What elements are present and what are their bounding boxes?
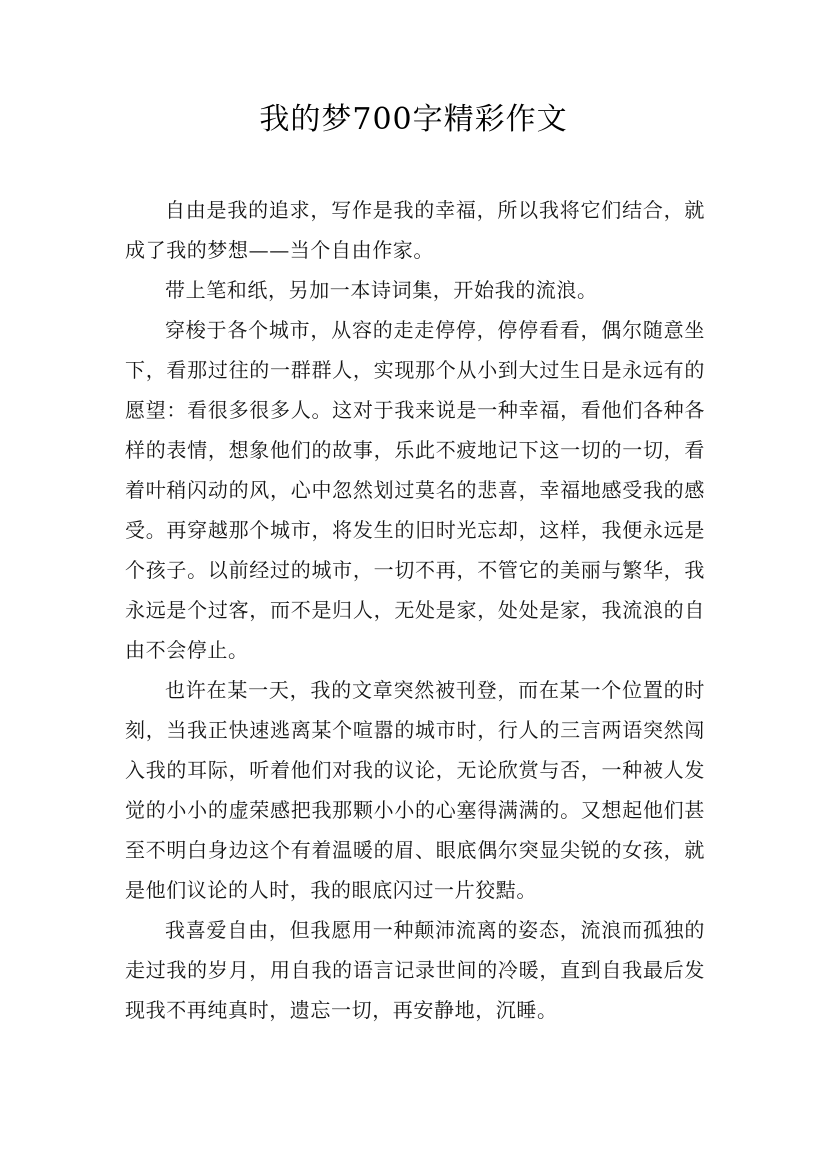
paragraph-5: 我喜爱自由，但我愿用一种颠沛流离的姿态，流浪而孤独的走过我的岁月，用自我的语言记录世间的冷暖，直到自我最后发现我不再纯真时，遗忘一切，再安静地，沉睡。 [125, 918, 705, 1022]
paragraph-2: 带上笔和纸，另加一本诗词集，开始我的流浪。 [165, 278, 598, 302]
paragraph-4: 也许在某一天，我的文章突然被刊登，而在某一个位置的时刻，当我正快速逃离某个喧嚣的城市时，行人的三言两语突然闯入我的耳际，听着他们对我的议论，无论欣赏与否，一种被人发觉的小小的虚荣感把我那颗小小的心塞得满满的。又想起他们甚至不明白身边这个有着温暖的眉、眼底偶尔突显尖锐的女孩，就是他们议论的人时，我的眼底闪过一片狡黠。 [125, 678, 705, 902]
paragraph-1: 自由是我的追求，写作是我的幸福，所以我将它们结合，就成了我的梦想——当个自由作家。 [125, 198, 705, 262]
document-body [125, 190, 705, 1030]
document-title: 我的梦700字精彩作文 [259, 102, 568, 137]
paragraph-3: 穿梭于各个城市，从容的走走停停，停停看看，偶尔随意坐下，看那过往的一群群人，实现那个从小到大过生日是永远有的愿望：看很多很多人。这对于我来说是一种幸福，看他们各种各样的表情，想象他们的故事，乐此不疲地记下这一切的一切，看着叶稍闪动的风，心中忽然划过莫名的悲喜，幸福地感受我的感受。再穿越那个城市，将发生的旧时光忘却，这样，我便永远是个孩子。以前经过的城市，一切不再，不管它的美丽与繁华，我永远是个过客，而不是归人，无处是家，处处是家，我流浪的自由不会停止。 [125, 318, 705, 662]
